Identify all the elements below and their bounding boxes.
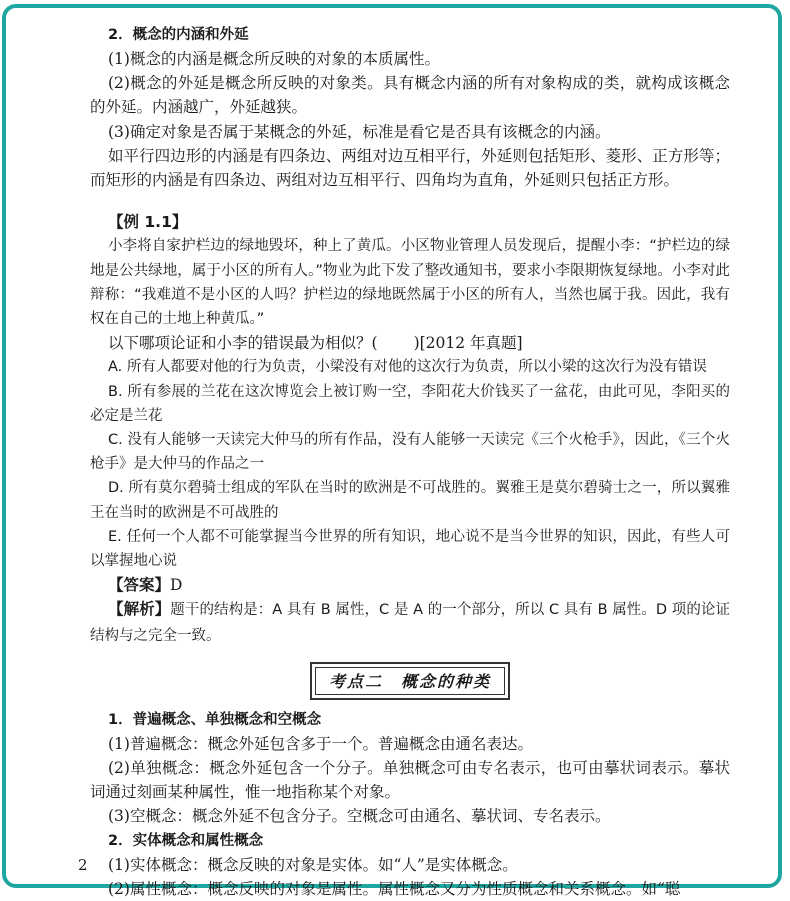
answer-value: D [170,576,183,595]
example-label-row [90,210,730,234]
answer-label: 【答案】 [108,576,171,595]
section-title: 考点二 概念的种类 [328,672,491,692]
option-c: C. 没有人能够一天读完大仲马的所有作品，没有人能够一天读完《三个火枪手》，因此，《三个火枪手》是大仲马的作品之一 [90,432,730,473]
example-stem: 小李将自家护栏边的绿地毁坏，种上了黄瓜。小区物业管理人员发现后，提醒小李：“护栏边的绿地是公共绿地，属于小区的所有人。”物业为此下发了整改通知书，要求小李限期恢复绿地。小李对此辩称：“我难道不是小区的人吗？护栏边的绿地既然属于小区的所有人，当然也属于我。因此，我有权在自己的土地上种黄瓜。” [90,238,730,328]
paragraph: (1)实体概念：概念反映的对象是实体。如“人”是实体概念。 [108,855,518,874]
option-d: D. 所有莫尔碧骑士组成的军队在当时的欧洲是不可战胜的。翼雅王是莫尔碧骑士之一，所以翼雅王在当时的欧洲是不可战胜的 [90,480,730,521]
paragraph: 如平行四边形的内涵是有四条边、两组对边互相平行，外延则包括矩形、菱形、正方形等；而矩形的内涵是有四条边、两组对边互相平行、四角均为直角，外延则只包括正方形。 [90,146,730,190]
section-title-box [90,662,730,700]
question-source: )[2012 年真题] [413,334,523,353]
section-heading-intension-extension: 2．概念的内涵和外延 [108,27,249,43]
section-heading-entity-attribute: 2．实体概念和属性概念 [108,832,264,849]
paragraph: (2)属性概念：概念反映的对象是属性。属性概念又分为性质概念和关系概念。如“聪 [108,879,681,898]
paragraph: (2)概念的外延是概念所反映的对象类。具有概念内涵的所有对象构成的类，就构成该概念的外延。内涵越广，外延越狭。 [90,74,730,117]
paragraph: (3)空概念：概念外延不包含分子。空概念可由通名、摹状词、专名表示。 [108,807,611,826]
paragraph: (2)单独概念：概念外延包含一个分子。单独概念可由专名表示，也可由摹状词表示。摹状词通过刻画某种属性，惟一地指称某个对象。 [90,759,730,802]
paragraph: (3)确定对象是否属于某概念的外延，标准是看它是否具有该概念的内涵。 [108,122,611,141]
page-frame [2,4,782,898]
option-b: B. 所有参展的兰花在这次博览会上被订购一空，李阳花大价钱买了一盆花，由此可见，李阳买的必定是兰花 [90,383,730,424]
page-content [90,23,730,901]
analysis-row [90,597,730,647]
example-label: 【例 1.1】 [108,213,188,232]
analysis-label: 【解析】 [108,600,171,619]
example-question [90,331,730,355]
section-heading-general-singular-empty: 1．普遍概念、单独概念和空概念 [108,711,322,728]
paragraph: (1)普遍概念：概念外延包含多于一个。普遍概念由通名表达。 [108,734,533,753]
analysis-text: 题干的结构是：A 具有 B 属性，C 是 A 的一个部分，所以 C 具有 B 属性。D 项的论证结构与之完全一致。 [90,602,730,644]
question-text: 以下哪项论证和小李的错误最为相似？( [108,334,378,353]
option-a: A. 所有人都要对他的行为负责，小梁没有对他的这次行为负责，所以小梁的这次行为没有错误 [108,359,707,376]
paragraph: (1)概念的内涵是概念所反映的对象的本质属性。 [108,50,440,68]
answer-row [90,573,730,597]
option-e: E. 任何一个人都不可能掌握当今世界的所有知识，地心说不是当今世界的知识，因此，有些人可以掌握地心说 [90,528,730,570]
page-number: 2 [78,856,88,874]
